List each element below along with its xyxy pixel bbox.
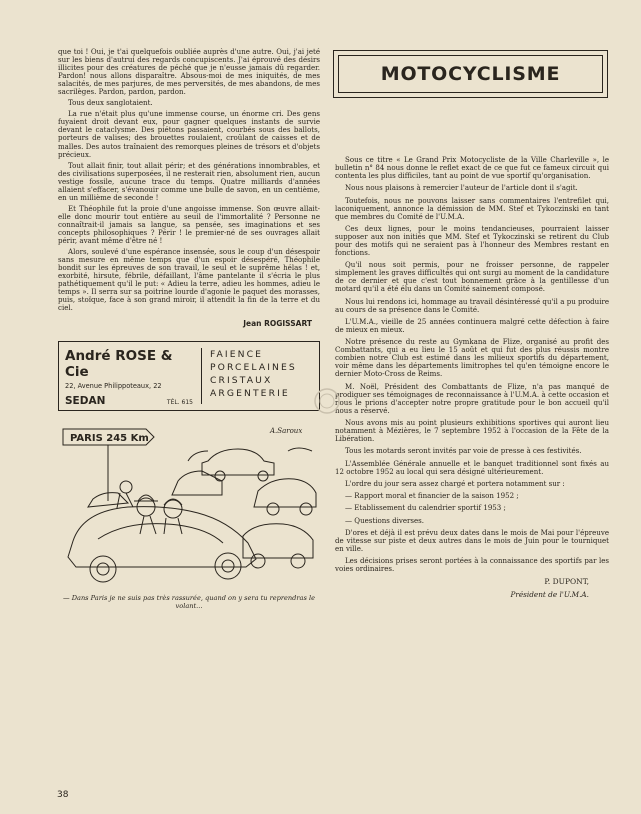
- article-paragraph: Sous ce titre « Le Grand Prix Motocycliste de la Ville Charleville », le bulletin n° 84 nous donne le reflet exact de ce que fut ce fameux circuit qui contenta les plus difficiles, tant au point de vue sportif qu'organisation.: [335, 155, 609, 181]
- article-paragraph: L'U.M.A., vieille de 25 années continuera malgré cette défection à faire de mieux en mieux.: [335, 316, 609, 334]
- article-paragraph: L'ordre du jour sera assez chargé et portera notamment sur :: [345, 478, 565, 488]
- ad-city-line: [65, 395, 193, 407]
- agenda-item: — Rapport moral et financier de la saison 1952 ;: [345, 491, 519, 501]
- ad-product: FAIENCE: [210, 348, 264, 360]
- ad-company-block: [65, 347, 193, 407]
- advertisement: [58, 341, 320, 411]
- ad-product: CRISTAUX: [210, 374, 273, 386]
- section-heading-box: [333, 50, 608, 98]
- article-paragraph: Les décisions prises seront portées à la connaissance des sportifs par les voies ordinaires.: [335, 556, 609, 574]
- article-paragraph: Ces deux lignes, pour le moins tendancieuses, pourraient laisser supposer aux non initiés que MM. Stef et Tykoczinski se retirent du Club pour des motifs qui ne seraient pas à l'honneur des Membres restant en fonctions.: [335, 223, 609, 258]
- ad-products: [210, 348, 313, 404]
- signature-title: Président de l'U.M.A.: [510, 590, 589, 600]
- ad-product: PORCELAINES: [210, 361, 297, 373]
- article-paragraph: M. Noël, Président des Combattants de Flize, n'a pas manqué de prodiguer ses témoignages de reconnaissance à l'U.M.A. à cette occasion et nous le prions d'accepter notre propre gratitude pour le bon accueil qu'il nous a réservé.: [335, 381, 609, 415]
- ad-address: 22, Avenue Philippoteaux, 22: [65, 381, 162, 390]
- article-paragraph: Toutefois, nous ne pouvons laisser sans commentaires l'entrefilet qui, laconiquement, annonce la démission de MM. Stef et Tykoczinski en tant que membres du Comité de l'U.M.A.: [335, 195, 609, 221]
- right-column: [335, 156, 609, 599]
- agenda-item: — Etablissement du calendrier sportif 1953 ;: [345, 503, 506, 513]
- story-paragraph-1: que toi ! Oui, je t'ai quelquefois oubliée auprès d'une autre. Oui, j'ai jeté sur les biens d'autrui des regards concupiscents. J'ai éprouvé des désirs illicites pour des créatures de péché que je n'eusse jamais dû regarder. Pardon! nous allons disparaître. Absous-moi de mes iniquités, de mes salacités, de mes parjures, de mes perversités, de mes abandons, de mes sacrilèges. Pardon, pardon, pardon.: [58, 47, 320, 97]
- article-signature: [335, 577, 589, 599]
- story-paragraph-5: Et Théophile fut la proie d'une angoisse immense. Son œuvre allait-elle donc mourir tout entière au seuil de l'immortalité ? Personne ne connaîtrait-il jamais sa langue, sa pensée, ses imaginations et ses concepts philosophiques ? Périr ! le premier-né de ses ouvrages allait périr, avant même d'être né !: [58, 203, 320, 246]
- story-paragraph-6: Alors, soulevé d'une espérance insensée, sous le coup d'un désespoir sans mesure en même temps que d'un espoir désespéré, Théophile bondit sur les épreuves de son travail, le seul et le suprême hélas ! et, exorbité, hirsute, fébrile, défaillant, l'âme pantelante il s'écria le plus pathétiquement qu'il le put: « Adieu la terre, adieu les hommes, adieu le temps ». Il serra sur sa poitrine lourde d'agonie le paquet des morasses, puis, stoïque, face à son grand miroir, il attendit la fin de la terre et du ciel.: [58, 247, 320, 313]
- article-paragraph: Notre présence du reste au Gymkana de Flize, organisé au profit des Combattants, qui a eu lieu le 15 août et qui fut des plus réussis montre combien notre Club est estimé dans les milieux sportifs du département, voir même dans les départements limitrophes tel qu'en témoigne encore le dernier Moto-Cross de Reims.: [335, 337, 609, 379]
- cartoon-caption: — Dans Paris je ne suis pas très rassurée, quand on y sera tu reprendras le volant...: [63, 593, 315, 610]
- story-paragraph-2: Tous deux sanglotaient.: [68, 98, 153, 108]
- story-paragraph-3: La rue n'était plus qu'une immense course, un énorme cri. Des gens fuyaient droit devant eux, pour gagner quelques instants de survie devant le cataclysme. Des piétons passaient, courbés sous des ballots, porteurs de valises; des brouettes roulaient, croûlant de caisses et de malles. Des autos traînaient des remorques pleines de trésors et d'objets précieux.: [58, 109, 320, 159]
- traffic-jam-drawing: [58, 421, 320, 591]
- cartoon-illustration: [58, 421, 320, 591]
- article-paragraph: L'Assemblée Générale annuelle et le banquet traditionnel sont fixés au 12 octobre 1952 au local qui sera désigné ultérieurement.: [335, 458, 609, 476]
- article-paragraph: Nous avons mis au point plusieurs exhibitions sportives qui auront lieu notamment à Mézières, le 7 septembre 1952 à l'occasion de la Fête de la Libération.: [335, 418, 609, 444]
- ad-divider: [201, 348, 202, 404]
- article-paragraph: Tous les motards seront invités par voie de presse à ces festivités.: [345, 446, 582, 456]
- article-paragraph: Qu'il nous soit permis, pour ne froisser personne, de rappeler simplement les graves difficultés qui ont surgi au moment de la candidature de ce dernier et que c'est tout bonnement grâce à la gentillesse d'un motard qu'il a été élu dans un Comité sainement composé.: [335, 260, 609, 294]
- article-paragraph: D'ores et déjà il est prévu deux dates dans le mois de Mai pour l'épreuve de vitesse sur piste et deux autres dans le mois de Juin pour le tourniquet en ville.: [335, 527, 609, 553]
- page-number: 38: [57, 790, 69, 800]
- ad-city: SEDAN: [65, 394, 106, 407]
- ad-phone: TÉL. 615: [166, 398, 193, 406]
- agenda-item: — Questions diverses.: [345, 515, 425, 525]
- section-heading: MOTOCYCLISME: [338, 55, 603, 93]
- ad-company-name: André ROSE & Cie: [65, 347, 173, 380]
- artist-signature: A.Saroux: [270, 426, 303, 435]
- left-column: [58, 48, 320, 613]
- ad-product: ARGENTERIE: [210, 387, 290, 399]
- article-paragraph: Nous lui rendons ici, hommage au travail désintéressé qu'il a pu produire au cours de sa présence dans le Comité.: [335, 296, 609, 314]
- library-stamp-icon: [312, 386, 342, 416]
- signature-name: P. DUPONT,: [544, 577, 589, 587]
- article-paragraph: Nous nous plaisons à remercier l'auteur de l'article dont il s'agit.: [345, 183, 578, 193]
- road-sign-text: PARIS 245 Km: [70, 432, 149, 444]
- story-paragraph-4: Tout allait finir, tout allait périr; et des générations innombrables, et des civilisations superposées, il ne resterait rien, absolument rien, aucun vestige fossile, aucune trace du temps. Quatre milliards d'années allaient s'effacer, s'évanouir comme une bulle de savon, en un centième, en un millième de seconde !: [58, 160, 320, 202]
- story-signature: Jean ROGISSART: [243, 319, 312, 329]
